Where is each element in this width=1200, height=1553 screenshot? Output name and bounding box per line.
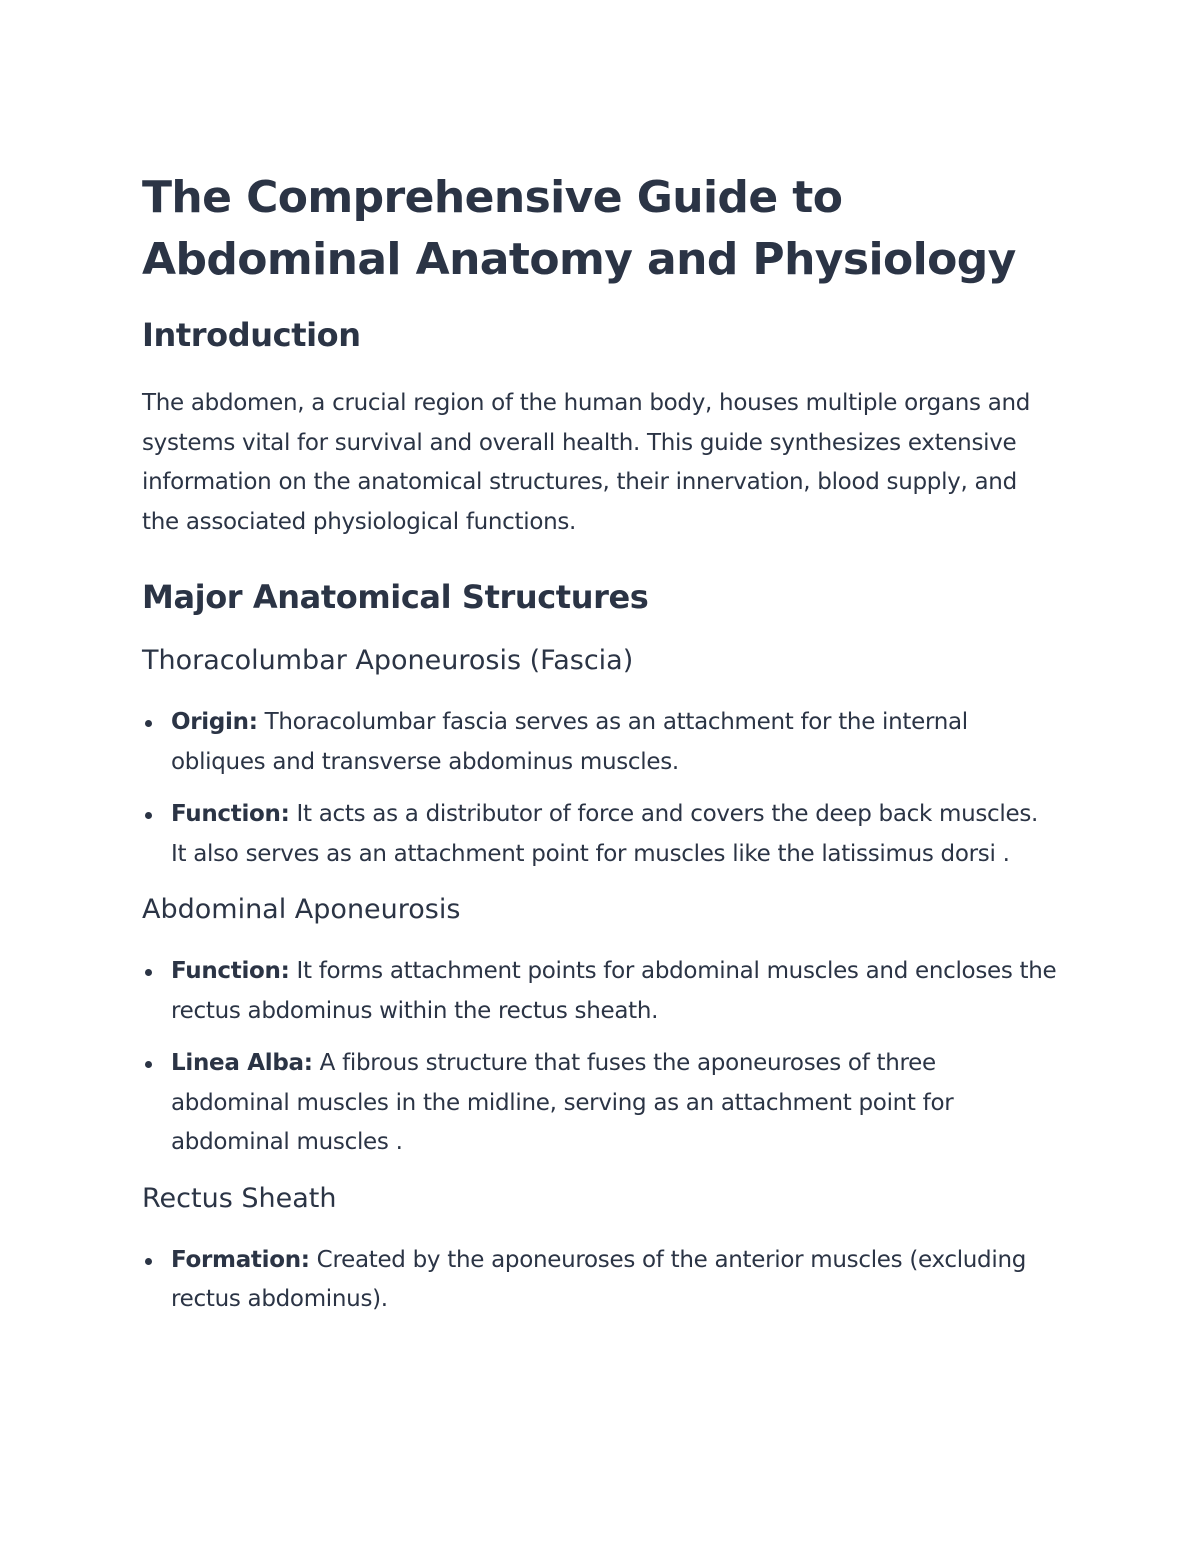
item-label: Origin: bbox=[171, 709, 258, 735]
item-text: It acts as a distributor of force and covers the deep back muscles. It also serves as an attachment point for muscles like the latissimus dorsi . bbox=[171, 801, 1039, 867]
bullet-icon bbox=[145, 812, 152, 819]
item-text: Created by the aponeuroses of the anterior muscles (excluding rectus abdominus). bbox=[171, 1246, 1027, 1312]
major-structures-heading: Major Anatomical Structures bbox=[142, 578, 649, 616]
item-label: Function: bbox=[171, 801, 290, 827]
bullet-icon bbox=[145, 969, 152, 976]
item-text: Thoracolumbar fascia serves as an attachment for the internal obliques and transverse abdominus muscles. bbox=[171, 709, 968, 775]
thoracolumbar-list bbox=[142, 703, 1060, 874]
item-label: Function: bbox=[171, 958, 290, 984]
bullet-icon bbox=[145, 1061, 152, 1068]
list-item bbox=[142, 1241, 1060, 1320]
bullet-icon bbox=[145, 1258, 152, 1265]
list-item bbox=[142, 952, 1060, 1031]
introduction-heading: Introduction bbox=[142, 316, 361, 354]
list-item bbox=[142, 703, 1060, 782]
item-text: A fibrous structure that fuses the aponeuroses of three abdominal muscles in the midline, serving as an attachment point for abdominal muscles . bbox=[171, 1050, 954, 1155]
document-title: The Comprehensive Guide to Abdominal Anatomy and Physiology bbox=[142, 172, 1016, 285]
list-item bbox=[142, 1044, 1060, 1163]
bullet-icon bbox=[145, 720, 152, 727]
item-text: It forms attachment points for abdominal muscles and encloses the rectus abdominus within the rectus sheath. bbox=[171, 958, 1057, 1024]
abdominal-aponeurosis-list bbox=[142, 952, 1060, 1163]
abdominal-aponeurosis-heading: Abdominal Aponeurosis bbox=[142, 894, 461, 925]
rectus-sheath-list bbox=[142, 1241, 1060, 1320]
item-label: Formation: bbox=[171, 1246, 310, 1273]
thoracolumbar-heading: Thoracolumbar Aponeurosis (Fascia) bbox=[142, 645, 634, 676]
item-label: Linea Alba: bbox=[171, 1050, 313, 1076]
rectus-sheath-heading: Rectus Sheath bbox=[142, 1182, 337, 1214]
list-item bbox=[142, 795, 1060, 874]
introduction-paragraph: The abdomen, a crucial region of the human body, houses multiple organs and systems vital for survival and overall health. This guide synthesizes extensive information on the anatomical structures, their innervation, blood supply, and the associated physiological functions. bbox=[142, 390, 1031, 535]
